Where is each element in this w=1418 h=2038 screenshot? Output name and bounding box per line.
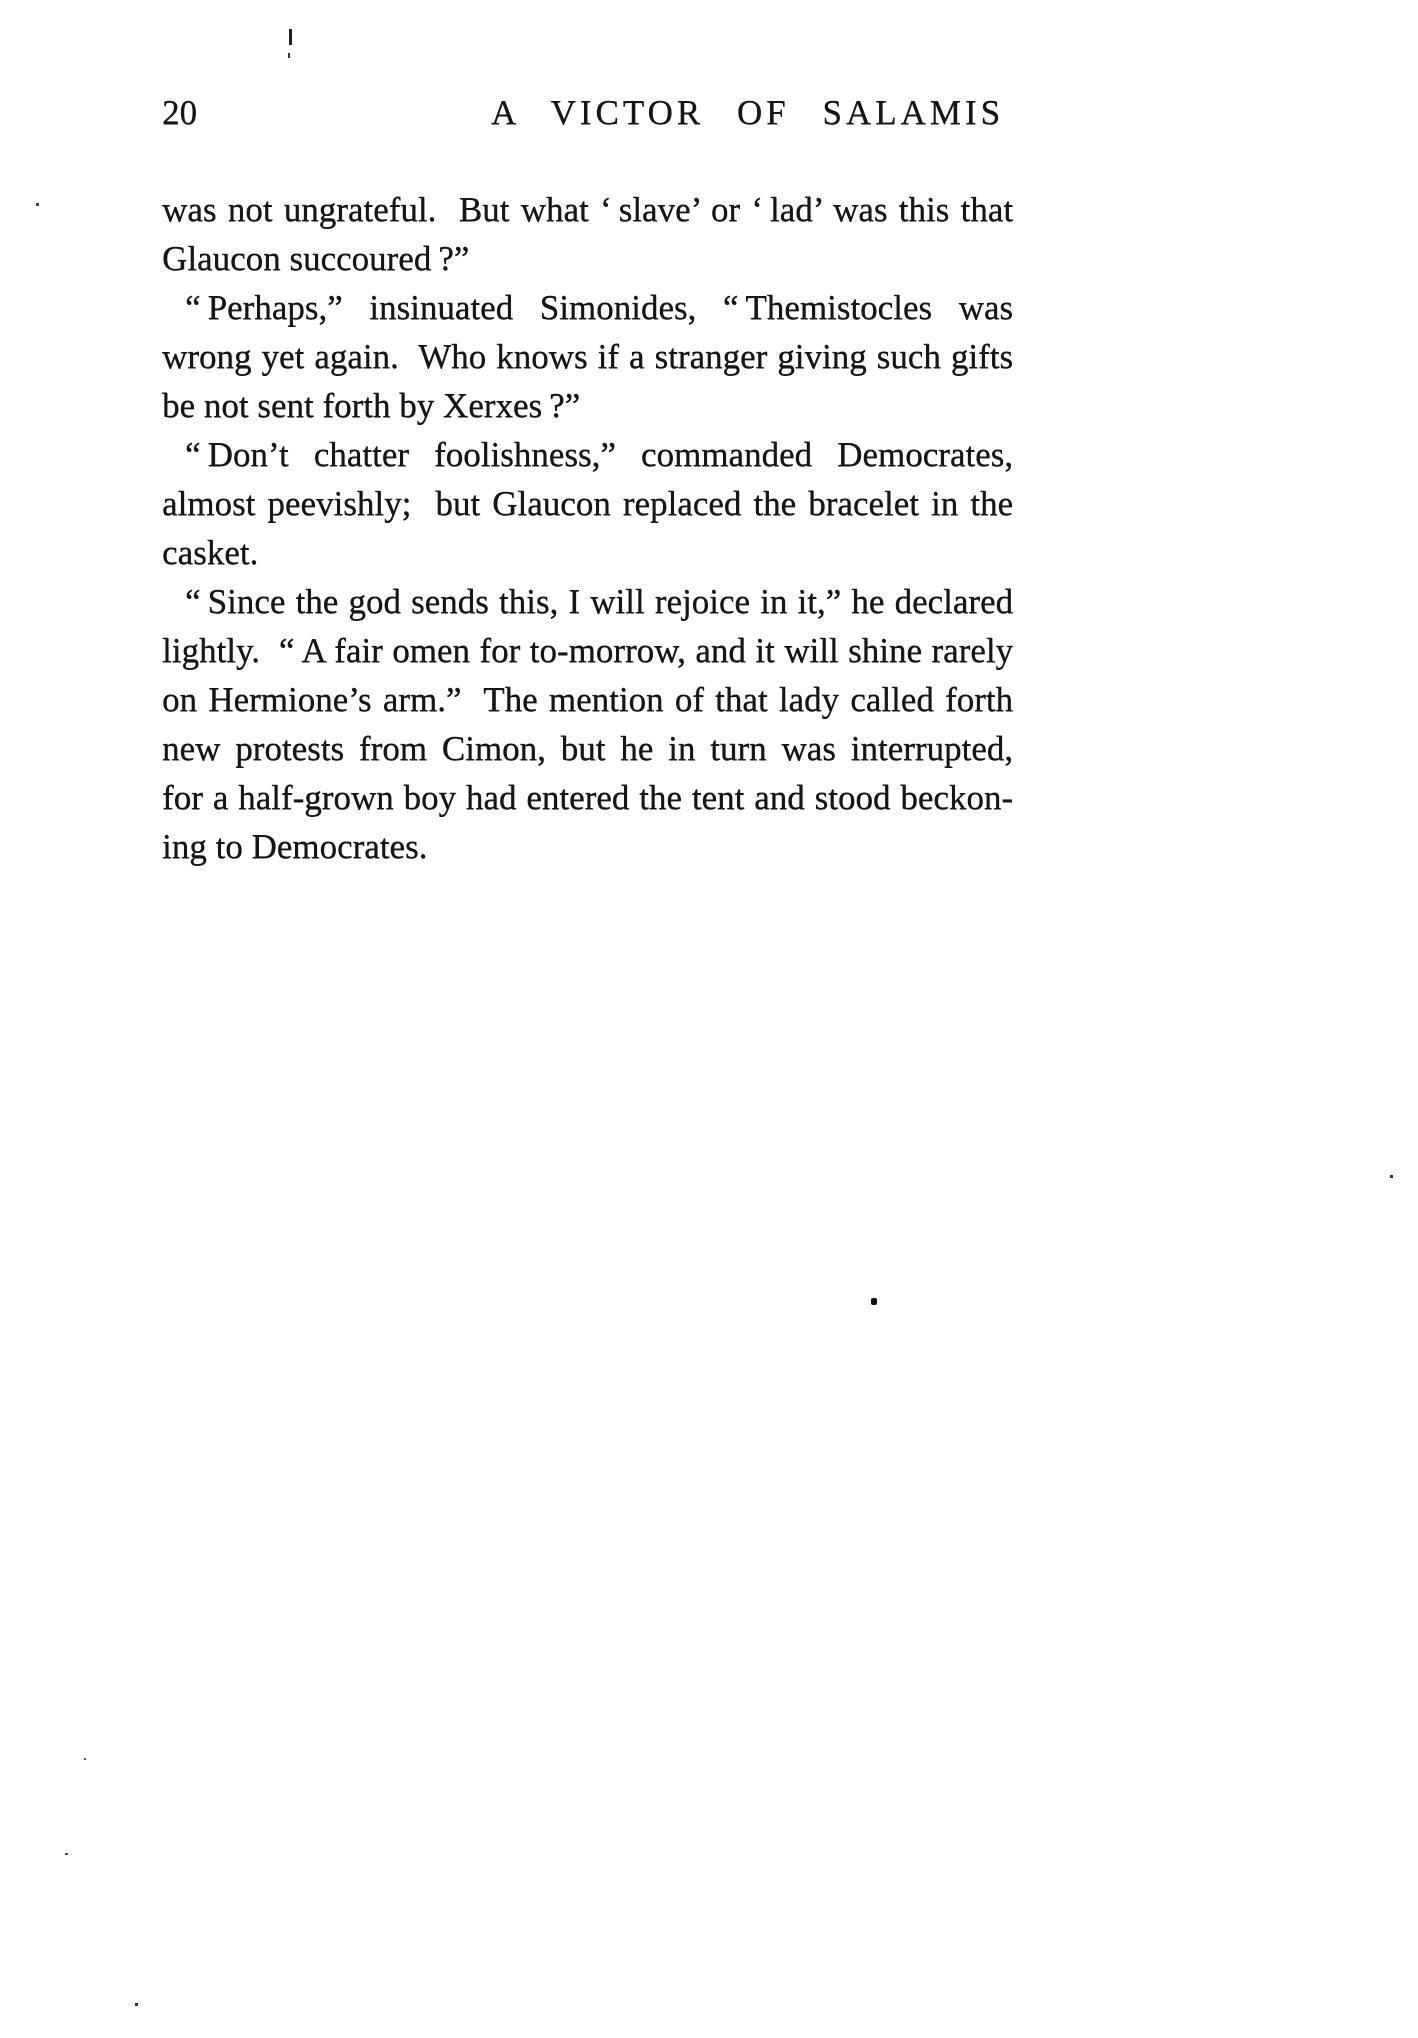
scan-speck bbox=[289, 29, 292, 45]
paragraph bbox=[162, 430, 1013, 577]
text-line: “ Since the god sends this, I will rejoice in it,” he declared bbox=[185, 582, 1013, 621]
scan-speck bbox=[135, 2003, 138, 2006]
page-number: 20 bbox=[162, 93, 197, 132]
text-line: wrong yet again. Who knows if a stranger giving such gifts bbox=[162, 337, 1013, 376]
body-text bbox=[162, 185, 1013, 871]
text-line: on Hermione’s arm.” The mention of that lady called forth bbox=[162, 680, 1013, 719]
text-line: ing to Democrates. bbox=[162, 827, 428, 866]
paragraph bbox=[162, 577, 1013, 871]
scan-speck bbox=[84, 1758, 86, 1760]
paragraph bbox=[162, 283, 1013, 430]
scan-speck bbox=[288, 53, 290, 58]
text-line: Glaucon succoured ?” bbox=[162, 239, 470, 278]
text-line: casket. bbox=[162, 533, 259, 572]
scan-speck bbox=[871, 1298, 877, 1305]
text-line: new protests from Cimon, but he in turn was interrupted, bbox=[162, 729, 1013, 768]
scan-speck bbox=[36, 203, 39, 206]
scan-speck bbox=[1390, 1175, 1393, 1178]
text-line: was not ungrateful. But what ‘ slave’ or ‘ lad’ was this that bbox=[162, 190, 1013, 229]
paragraph bbox=[162, 185, 1013, 283]
text-line: “ Perhaps,” insinuated Simonides, “ Themistocles was bbox=[185, 288, 1013, 327]
text-line: “ Don’t chatter foolishness,” commanded Democrates, bbox=[185, 435, 1013, 474]
scan-speck bbox=[65, 1853, 68, 1855]
text-line: almost peevishly; but Glaucon replaced the bracelet in the bbox=[162, 484, 1013, 523]
running-title: A VICTOR OF SALAMIS bbox=[491, 93, 1004, 132]
text-line: be not sent forth by Xerxes ?” bbox=[162, 386, 581, 425]
text-line: for a half-grown boy had entered the tent and stood beckon- bbox=[162, 778, 1013, 817]
text-line: lightly. “ A fair omen for to-morrow, and it will shine rarely bbox=[162, 631, 1013, 670]
